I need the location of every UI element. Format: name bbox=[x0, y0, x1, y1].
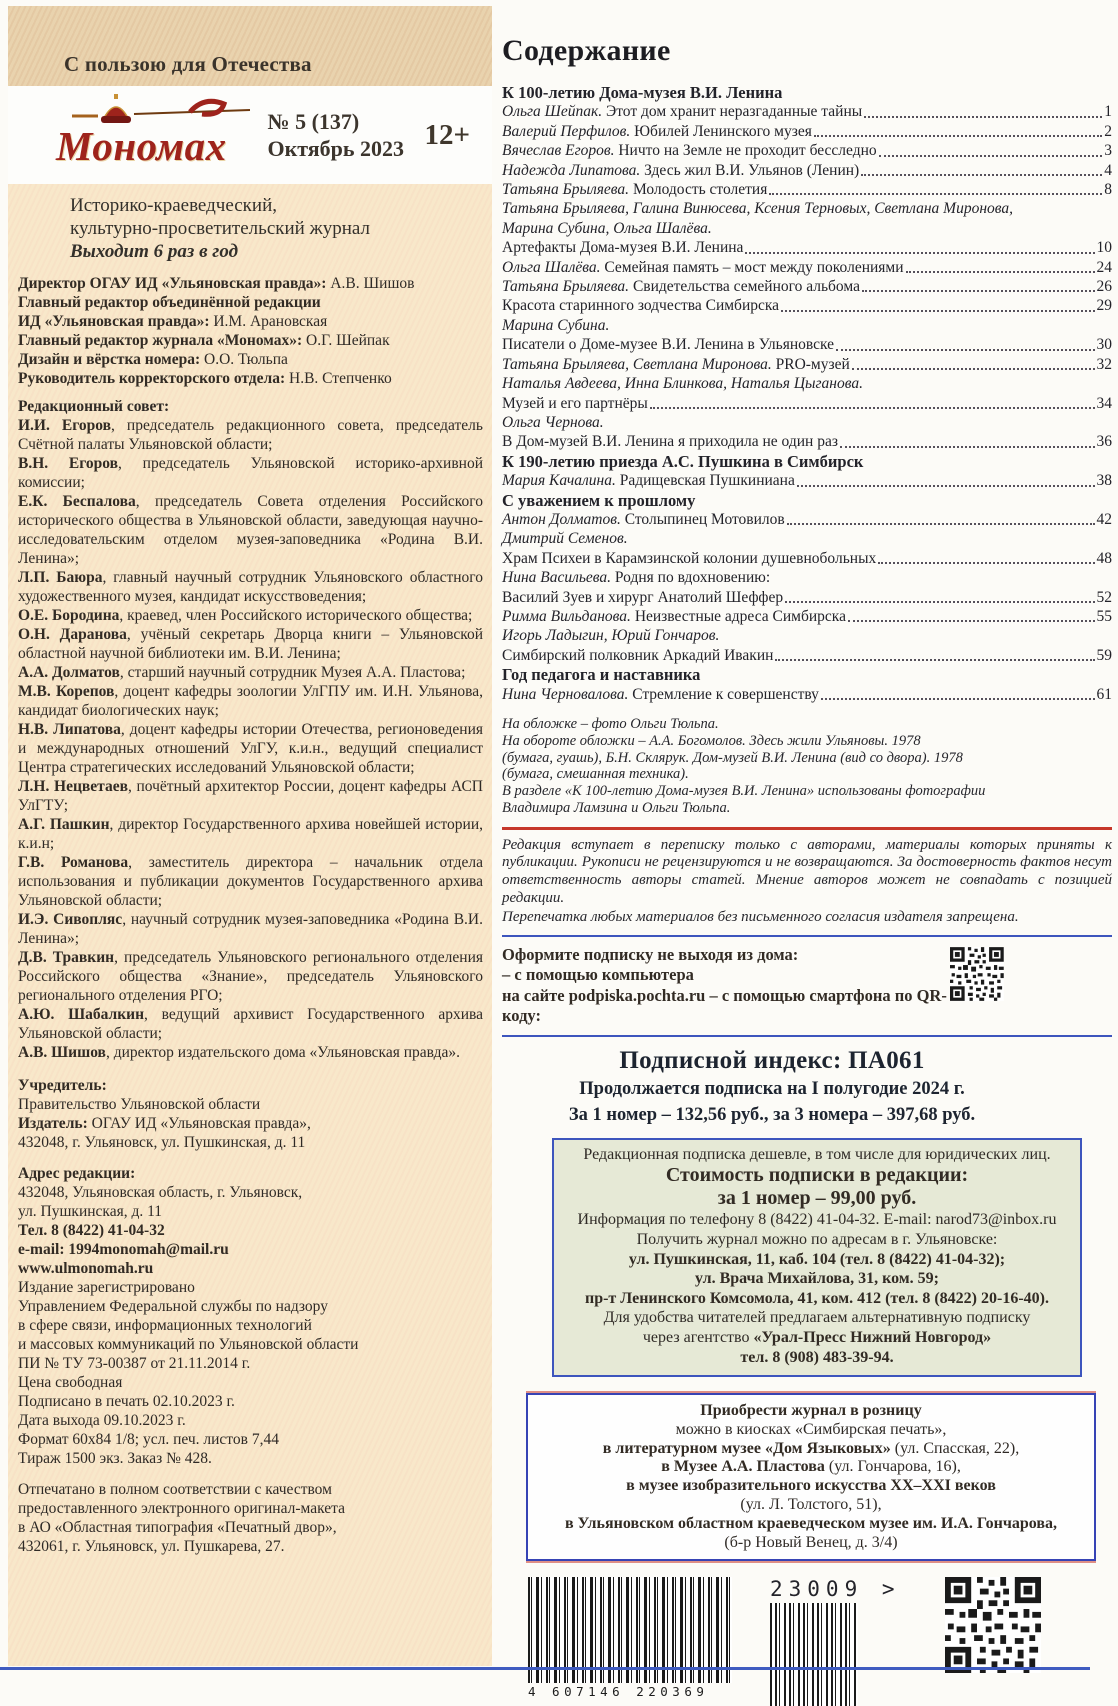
toc-row: Вячеслав Егоров. Ничто на Земле не проходит бесследно 3 bbox=[502, 142, 1112, 160]
dotted-leader bbox=[745, 252, 1094, 254]
toc-row: Год педагога и наставника bbox=[502, 665, 701, 685]
blue-divider-top bbox=[502, 935, 1112, 937]
toc-page-number: 48 bbox=[1096, 549, 1112, 567]
reprint-warning: Перепечатка любых материалов без письменного согласия издателя запрещена. bbox=[502, 909, 1019, 926]
founder-line: Издатель: ОГАУ ИД «Ульяновская правда», bbox=[18, 1115, 311, 1132]
council-member: А.А. Долматов, старший научный сотрудник Музея А.А. Пластова; bbox=[18, 664, 466, 681]
council-member: М.В. Корепов, доцент кафедры зоологии УлГПУ им. И.Н. Ульянова, кандидат биологических наук; bbox=[18, 683, 483, 719]
editorial-disclaimer bbox=[502, 837, 1112, 927]
printing-block bbox=[18, 1480, 483, 1556]
editorial-box-line: ул. Врача Михайлова, 31, ком. 59; bbox=[694, 1270, 939, 1288]
toc-page-number: 42 bbox=[1096, 510, 1112, 528]
council-member: А.В. Шишов, директор издательского дома «Ульяновская правда». bbox=[18, 1044, 460, 1061]
staff-line: Дизайн и вёрстка номера: О.О. Тюльпа bbox=[18, 351, 288, 368]
toc-row: Римма Вильданова. Неизвестные адреса Симбирска 55 bbox=[502, 607, 1112, 625]
retail-box-line: в литературном музее «Дом Языковых» (ул. Спасская, 22), bbox=[602, 1439, 1020, 1457]
dotted-leader bbox=[814, 135, 1102, 137]
page-bottom-rule bbox=[0, 1667, 1090, 1670]
founder-block bbox=[18, 1076, 483, 1152]
toc-page-number: 1 bbox=[1104, 103, 1112, 121]
toc-page-number: 61 bbox=[1096, 685, 1112, 703]
address-line: Тел. 8 (8422) 41-04-32 bbox=[18, 1222, 165, 1239]
retail-box bbox=[526, 1393, 1096, 1561]
retail-box-line: Приобрести журнал в розницу bbox=[700, 1402, 922, 1420]
founder-line: Правительство Ульяновской области bbox=[18, 1096, 261, 1113]
toc-row: Ольга Шейпак. Этот дом хранит неразгаданные тайны 1 bbox=[502, 103, 1112, 121]
toc-page-number: 30 bbox=[1096, 336, 1112, 354]
dotted-leader bbox=[840, 446, 1095, 448]
dotted-leader bbox=[769, 193, 1102, 195]
council-member: Н.В. Липатова, доцент кафедры истории Отечества, регионоведения и международных отношений УлГУ, к.и.н., ведущий специалист Центра стратегических исследований Ульяновской области; bbox=[18, 721, 483, 776]
printing-line: в АО «Областная типография «Печатный двор», bbox=[18, 1519, 337, 1536]
ean-barcode-digits: 4 607146 220369 bbox=[528, 1684, 709, 1700]
editorial-box-line: Получить журнал можно по адресам в г. Ульяновске: bbox=[636, 1230, 998, 1248]
toc-row: Надежда Липатова. Здесь жил В.И. Ульянов (Ленин) 4 bbox=[502, 161, 1112, 179]
toc-row: Мария Качалина. Радищевская Пушкиниана 38 bbox=[502, 472, 1112, 490]
journal-slogan: С пользою для Отечества bbox=[64, 52, 312, 76]
subscription-line: – с помощью компьютера bbox=[502, 965, 694, 985]
toc-row: Нина Черновалова. Стремление к совершенству 61 bbox=[502, 685, 1112, 703]
subscription-index-block bbox=[522, 1047, 1022, 1126]
address-line: в сфере связи, информационных технологий bbox=[18, 1317, 312, 1334]
toc-row: Татьяна Брыляева. Молодость столетия 8 bbox=[502, 181, 1112, 199]
address-line: Управлением Федеральной службы по надзору bbox=[18, 1298, 328, 1315]
toc-row: Наталья Авдеева, Инна Блинкова, Наталья Цыганова. bbox=[502, 375, 863, 393]
toc-row: Ольга Шалёва. Семейная память – мост между поколениями 24 bbox=[502, 258, 1112, 276]
address-line: ПИ № ТУ 73-00387 от 21.11.2014 г. bbox=[18, 1355, 251, 1372]
toc-row: Татьяна Брыляева, Светлана Миронова. PRO-музей 32 bbox=[502, 355, 1112, 373]
toc-page-number: 59 bbox=[1096, 646, 1112, 664]
retail-box-line: (б-р Новый Венец, д. 3/4) bbox=[724, 1533, 898, 1551]
printing-line: Отпечатано в полном соответствии с качеством bbox=[18, 1481, 332, 1498]
toc-title: Содержание bbox=[502, 34, 671, 67]
toc-row: Писатели о Доме-музее В.И. Ленина в Ульяновске 30 bbox=[502, 336, 1112, 354]
council-member: А.Г. Пашкин, директор Государственного архива новейшей истории, к.и.н; bbox=[18, 816, 483, 852]
address-line: e-mail: 1994monomah@mail.ru bbox=[18, 1241, 229, 1258]
issue-info bbox=[267, 108, 424, 162]
editorial-box-line: Для удобства читателей предлагаем альтернативную подписку bbox=[603, 1309, 1031, 1327]
toc-page-number: 34 bbox=[1096, 394, 1112, 412]
council-member: Е.К. Беспалова, председатель Совета отделения Российского исторического общества в Ульяновской области, заведующая научно-исследовательским отделом музея-заповедника «Родина В.И. Ленина»; bbox=[18, 493, 483, 567]
staff-list bbox=[18, 274, 483, 388]
toc-row: Василий Зуев и хирург Анатолий Шеффер 52 bbox=[502, 588, 1112, 606]
council-member: И.И. Егоров, председатель редакционного совета, председатель Счётной палаты Ульяновской области; bbox=[18, 417, 483, 453]
dotted-leader bbox=[775, 659, 1094, 661]
toc-page-number: 29 bbox=[1096, 297, 1112, 315]
toc-page-number: 2 bbox=[1104, 122, 1112, 140]
address-line: и массовых коммуникаций по Ульяновской области bbox=[18, 1336, 359, 1353]
toc-row: Валерий Перфилов. Юбилей Ленинского музея 2 bbox=[502, 122, 1112, 140]
cover-note-line: На обложке – фото Ольги Тюльпа. bbox=[502, 716, 719, 732]
retail-box-line: в музее изобразительного искусства XX–XXI веков bbox=[626, 1477, 996, 1495]
toc-page-number: 52 bbox=[1096, 588, 1112, 606]
toc-row: Дмитрий Семенов. bbox=[502, 530, 628, 548]
logo-wordmark: Мономах bbox=[56, 123, 227, 169]
toc-row: Симбирский полковник Аркадий Ивакин 59 bbox=[502, 646, 1112, 664]
age-rating-badge: 12+ bbox=[424, 118, 470, 151]
address-line: Издание зарегистрировано bbox=[18, 1279, 195, 1296]
printing-line: предоставленного электронного оригинал-макета bbox=[18, 1500, 345, 1517]
dotted-leader bbox=[787, 523, 1095, 525]
toc-page-number: 26 bbox=[1096, 278, 1112, 296]
slogan-banner bbox=[8, 6, 492, 86]
staff-line: ИД «Ульяновская правда»: И.М. Арановская bbox=[18, 313, 328, 330]
dotted-leader bbox=[862, 290, 1095, 292]
toc-row: К 190-летию приезда А.С. Пушкина в Симбирск bbox=[502, 451, 864, 471]
issue-number: № 5 (137) bbox=[267, 109, 360, 134]
dotted-leader bbox=[650, 407, 1095, 409]
blue-divider-bottom bbox=[502, 1035, 1112, 1037]
toc-row: Игорь Ладыгин, Юрий Гончаров. bbox=[502, 627, 720, 645]
dotted-leader bbox=[785, 601, 1094, 603]
toc-row: Красота старинного зодчества Симбирска 29 bbox=[502, 297, 1112, 315]
cover-note-line: (бумага, смешанная техника). bbox=[502, 766, 689, 783]
dotted-leader bbox=[878, 562, 1094, 564]
council-member: Д.В. Травкин, председатель Ульяновского регионального отделения Российского общества «Знание», председатель Ульяновского регионального отделения РГО; bbox=[18, 949, 483, 1004]
contents-column bbox=[502, 34, 1112, 1706]
editorial-box-line: тел. 8 (908) 483-39-94. bbox=[740, 1348, 894, 1366]
editorial-box-line: ул. Пушкинская, 11, каб. 104 (тел. 8 (8422) 41-04-32); bbox=[628, 1250, 1006, 1268]
cover-note-line: (бумага, гуашь), Б.Н. Склярук. Дом-музей В.И. Ленина (вид со двора). 1978 bbox=[502, 749, 963, 766]
issue-month: Октябрь 2023 bbox=[267, 136, 405, 161]
address-line: Дата выхода 09.10.2023 г. bbox=[18, 1412, 186, 1429]
address-line: Цена свободная bbox=[18, 1374, 123, 1391]
qr-code-icon bbox=[950, 945, 1004, 1003]
council-member: Г.В. Романова, заместитель директора – начальник отдела использования и публикации документов Государственного архива Ульяновской области; bbox=[18, 854, 483, 909]
address-line: 432048, Ульяновская область, г. Ульяновск, bbox=[18, 1184, 303, 1201]
addon-barcode-bars bbox=[770, 1603, 858, 1706]
retail-box-line: можно в киосках «Симбирская печать», bbox=[675, 1420, 947, 1438]
logo-band bbox=[8, 86, 492, 184]
council-member: Л.П. Баюра, главный научный сотрудник Ульяновского областного художественного музея, кандидат искусствоведения; bbox=[18, 569, 483, 605]
staff-line: Руководитель корректорского отдела: Н.В. Степченко bbox=[18, 370, 392, 387]
frequency-note: Выходит 6 раз в год bbox=[70, 241, 238, 262]
editorial-box-line: пр-т Ленинского Комсомола, 41, ком. 412 (тел. 8 (8422) 20-16-40). bbox=[584, 1289, 1049, 1307]
subscription-home-block bbox=[502, 945, 1112, 1027]
journal-description: Историко-краеведческий, культурно-просветительский журнал Выходит 6 раз в год bbox=[70, 194, 483, 263]
cover-note-line: В разделе «К 100-летию Дома-музея В.И. Ленина» использованы фотографии bbox=[502, 783, 986, 800]
toc-page-number: 4 bbox=[1104, 161, 1112, 179]
founder-line: Учредитель: bbox=[18, 1077, 107, 1094]
address-block bbox=[18, 1164, 483, 1468]
red-divider bbox=[502, 827, 1112, 830]
toc-row: Ольга Чернова. bbox=[502, 413, 604, 431]
addon-barcode-number: 23009 > bbox=[770, 1577, 901, 1602]
council-member: Л.Н. Нецветаев, почётный архитектор России, доцент кафедры АСП УлГТУ; bbox=[18, 778, 483, 814]
dotted-leader bbox=[852, 368, 1095, 370]
toc-page-number: 55 bbox=[1096, 607, 1112, 625]
masthead-content bbox=[8, 184, 492, 1556]
masthead-column bbox=[8, 6, 492, 1666]
dotted-leader bbox=[906, 271, 1095, 273]
subscription-period: Продолжается подписка на I полугодие 2024 г. bbox=[579, 1078, 965, 1099]
council-member: О.Н. Даранова, учёный секретарь Дворца книги – Ульяновской областной научной библиотеки им. В.И. Ленина; bbox=[18, 626, 483, 662]
toc-page-number: 24 bbox=[1096, 258, 1112, 276]
toc-page-number: 8 bbox=[1104, 181, 1112, 199]
staff-line: Главный редактор журнала «Мономах»: О.Г. Шейпак bbox=[18, 332, 390, 349]
dotted-leader bbox=[848, 620, 1095, 622]
toc-row: Антон Долматов. Столыпинец Мотовилов 42 bbox=[502, 510, 1112, 528]
toc-page-number: 10 bbox=[1096, 239, 1112, 257]
journal-logo bbox=[54, 92, 253, 178]
toc-row: Татьяна Брыляева. Свидетельства семейного альбома 26 bbox=[502, 278, 1112, 296]
editorial-subscription-box bbox=[552, 1138, 1082, 1377]
toc-row: Марина Субина. bbox=[502, 316, 610, 334]
dotted-leader bbox=[861, 174, 1102, 176]
subscription-line: на сайте podpiska.pochta.ru – с помощью смартфона по QR-коду: bbox=[502, 985, 947, 1026]
subscription-index: Подписной индекс: ПА061 bbox=[619, 1046, 925, 1074]
dotted-leader bbox=[836, 349, 1094, 351]
editorial-box-line: Информация по телефону 8 (8422) 41-04-32. E-mail: narod73@inbox.ru bbox=[577, 1211, 1057, 1229]
toc-page-number: 32 bbox=[1096, 355, 1112, 373]
barcode-strip bbox=[502, 1577, 1112, 1706]
toc-row: Музей и его партнёры 34 bbox=[502, 394, 1112, 412]
editorial-box-line: через агентство «Урал-Пресс Нижний Новгород» bbox=[642, 1328, 992, 1346]
council-member: И.Э. Сивопляс, научный сотрудник музея-заповедника «Родина В.И. Ленина»; bbox=[18, 911, 484, 947]
dotted-leader bbox=[821, 698, 1095, 700]
cover-notes bbox=[502, 716, 1112, 817]
toc-page-number: 3 bbox=[1104, 142, 1112, 160]
address-line: Тираж 1500 экз. Заказ № 428. bbox=[18, 1450, 212, 1467]
toc-row: В Дом-музей В.И. Ленина я приходила не один раз 36 bbox=[502, 433, 1112, 451]
cover-note-line: На обороте обложки – А.А. Богомолов. Здесь жили Ульяновы. 1978 bbox=[502, 732, 921, 749]
toc-row: Храм Психеи в Карамзинской колонии душевнобольных 48 bbox=[502, 549, 1112, 567]
addon-barcode bbox=[770, 1577, 901, 1706]
editorial-council-list bbox=[18, 416, 483, 1062]
founder-line: 432048, г. Ульяновск, ул. Пушкинская, д. 11 bbox=[18, 1134, 306, 1151]
address-line: Адрес редакции: bbox=[18, 1165, 136, 1182]
toc-row: Нина Васильева. Родня по вдохновению: bbox=[502, 569, 771, 587]
retail-box-line: в Музее А.А. Пластова (ул. Гончарова, 16), bbox=[661, 1458, 961, 1476]
subscription-price: За 1 номер – 132,56 руб., за 3 номера – 397,68 руб. bbox=[568, 1104, 976, 1125]
toc-row: Татьяна Брыляева, Галина Винюсева, Ксения Терновых, Светлана Миронова, Марина Субина, Ольга Шалёва. bbox=[502, 200, 1014, 237]
staff-line: Директор ОГАУ ИД «Ульяновская правда»: А.В. Шишов bbox=[18, 275, 415, 292]
council-member: О.Е. Бородина, краевед, член Российского исторического общества; bbox=[18, 607, 473, 624]
address-line: www.ulmonomah.ru bbox=[18, 1260, 154, 1277]
address-line: ул. Пушкинская, д. 11 bbox=[18, 1203, 163, 1220]
subscription-home-lines bbox=[502, 945, 950, 1027]
table-of-contents bbox=[502, 83, 1112, 704]
address-line: Формат 60х84 1/8; усл. печ. листов 7,44 bbox=[18, 1431, 279, 1448]
dotted-leader bbox=[797, 485, 1095, 487]
retail-box-line: в Ульяновском областном краеведческом музее им. И.А. Гончарова, bbox=[564, 1514, 1058, 1532]
council-title: Редакционный совет: bbox=[18, 398, 170, 415]
staff-line: Главный редактор объединённой редакции bbox=[18, 294, 321, 311]
toc-row: С уважением к прошлому bbox=[502, 490, 696, 510]
toc-page-number: 36 bbox=[1096, 433, 1112, 451]
dotted-leader bbox=[879, 155, 1103, 157]
cover-note-line: Владимира Ламзина и Ольги Тюльпа. bbox=[502, 799, 731, 816]
council-member: А.Ю. Шабалкин, ведущий архивист Государственного архива Ульяновской области; bbox=[18, 1006, 484, 1042]
subscription-line: Оформите подписку не выходя из дома: bbox=[502, 944, 799, 964]
toc-row: Артефакты Дома-музея В.И. Ленина 10 bbox=[502, 239, 1112, 257]
retail-box-line: (ул. Л. Толстого, 51), bbox=[740, 1496, 882, 1514]
printing-line: 432061, г. Ульяновск, ул. Пушкарева, 27. bbox=[18, 1538, 285, 1555]
dotted-leader bbox=[864, 116, 1102, 118]
disclaimer-text: Редакция вступает в переписку только с авторами, материалы которых приняты к публикации. Рукописи не рецензируются и не возвращаются. За достоверность фактов несут ответственность авторы статей. Мнение авторов может не совпадать с позицией редакции. bbox=[502, 836, 1112, 906]
ean-barcode bbox=[528, 1577, 732, 1699]
toc-row: К 100-летию Дома-музея В.И. Ленина bbox=[502, 83, 783, 102]
editorial-box-line: за 1 номер – 99,00 руб. bbox=[717, 1187, 917, 1210]
editorial-box-line: Редакционная подписка дешевле, в том числе для юридических лиц. bbox=[583, 1145, 1051, 1163]
dotted-leader bbox=[781, 310, 1094, 312]
toc-page-number: 38 bbox=[1096, 472, 1112, 490]
qr-code-icon bbox=[945, 1577, 1041, 1673]
council-member: В.Н. Егоров, председатель Ульяновской историко-архивной комиссии; bbox=[18, 455, 483, 491]
editorial-box-line: Стоимость подписки в редакции: bbox=[665, 1164, 969, 1187]
address-line: Подписано в печать 02.10.2023 г. bbox=[18, 1393, 235, 1410]
